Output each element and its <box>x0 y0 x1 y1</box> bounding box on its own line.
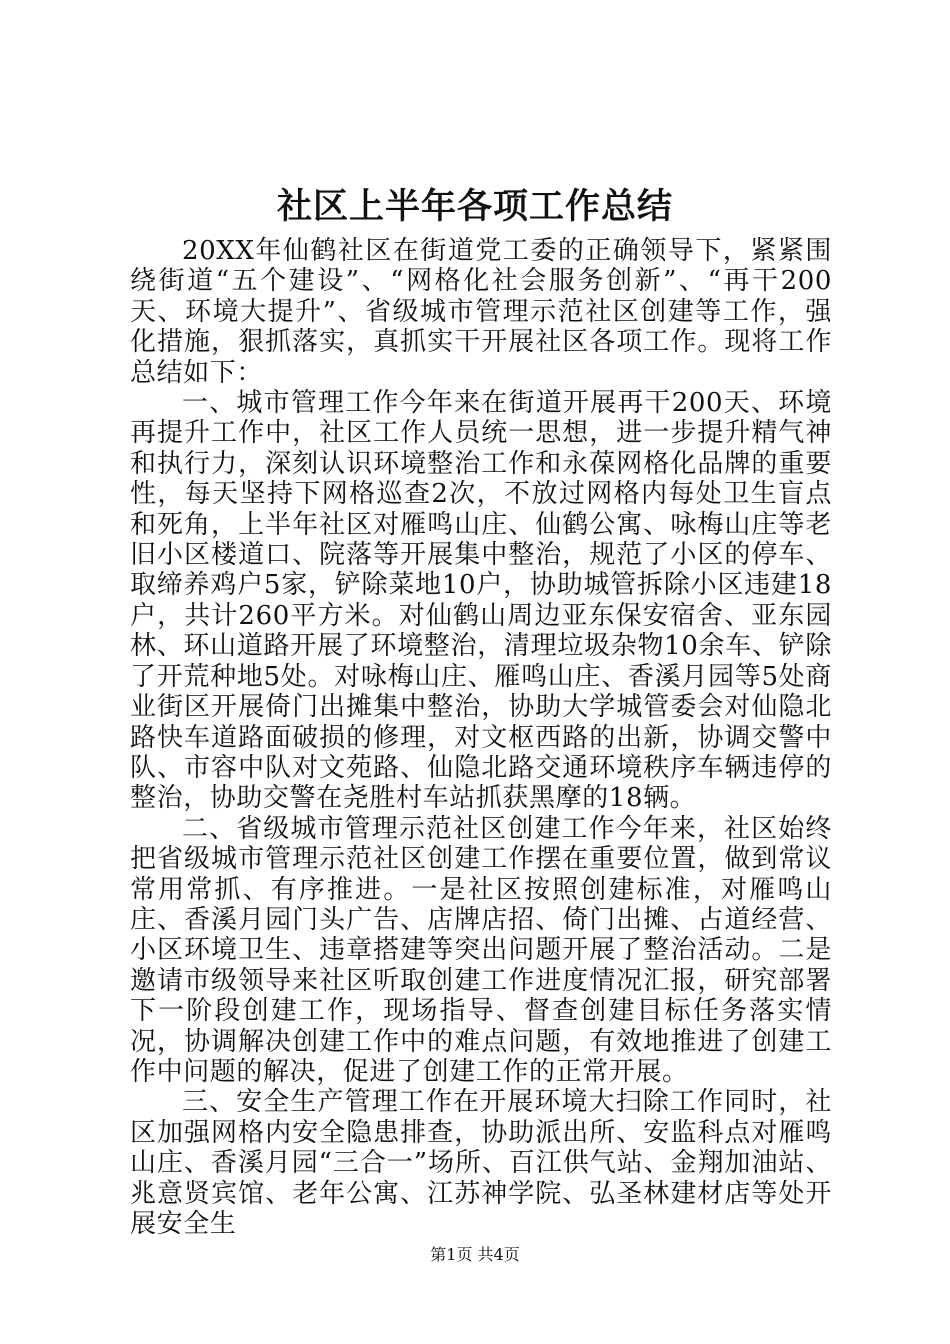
document-body <box>130 236 832 1239</box>
document-title: 社区上半年各项工作总结 <box>276 186 673 227</box>
section-safety-production-paragraph: 三、安全生产管理工作在开展环境大扫除工作同时，社区加强网格内安全隐患排查，协助派出所、安监科点对雁鸣山庄、香溪月园“三合一”场所、百江供气站、金翔加油站、兆意贤宾馆、老年公寓、江苏神学院、弘圣林建材店等处开展安全生 <box>130 1087 832 1239</box>
section-demonstration-community-paragraph: 二、省级城市管理示范社区创建工作今年来，社区始终把省级城市管理示范社区创建工作摆在重要位置，做到常议常用常抓、有序推进。一是社区按照创建标准，对雁鸣山庄、香溪月园门头广告、店牌店招、倚门出摊、占道经营、小区环境卫生、违章搭建等突出问题开展了整治活动。二是邀请市级领导来社区听取创建工作进度情况汇报，研究部署下一阶段创建工作，现场指导、督查创建目标任务落实情况，协调解决创建工作中的难点问题，有效地推进了创建工作中问题的解决，促进了创建工作的正常开展。 <box>130 813 832 1087</box>
intro-paragraph: 20XX年仙鹤社区在街道党工委的正确领导下，紧紧围绕街道“五个建设”、“网格化社会服务创新”、“再干200天、环境大提升”、省级城市管理示范社区创建等工作，强化措施，狠抓落实，真抓实干开展社区各项工作。现将工作总结如下： <box>130 236 832 388</box>
section-urban-management-paragraph: 一、城市管理工作今年来在街道开展再干200天、环境再提升工作中，社区工作人员统一思想，进一步提升精气神和执行力，深刻认识环境整治工作和永葆网格化品牌的重要性，每天坚持下网格巡查2次，不放过网格内每处卫生盲点和死角，上半年社区对雁鸣山庄、仙鹤公寓、咏梅山庄等老旧小区楼道口、院落等开展集中整治，规范了小区的停车、取缔养鸡户5家，铲除菜地10户，协助城管拆除小区违建18户，共计260平方米。对仙鹤山周边亚东保安宿舍、亚东园林、环山道路开展了环境整治，清理垃圾杂物10余车、铲除了开荒种地5处。对咏梅山庄、雁鸣山庄、香溪月园等5处商业街区开展倚门出摊集中整治，协助大学城管委会对仙隐北路快车道路面破损的修理，对文枢西路的出新，协调交警中队、市容中队对文苑路、仙隐北路交通环境秩序车辆违停的整治，协助交警在尧胜村车站抓获黑摩的18辆。 <box>130 388 832 814</box>
page-number-footer: 第1页 共4页 <box>430 1245 520 1264</box>
